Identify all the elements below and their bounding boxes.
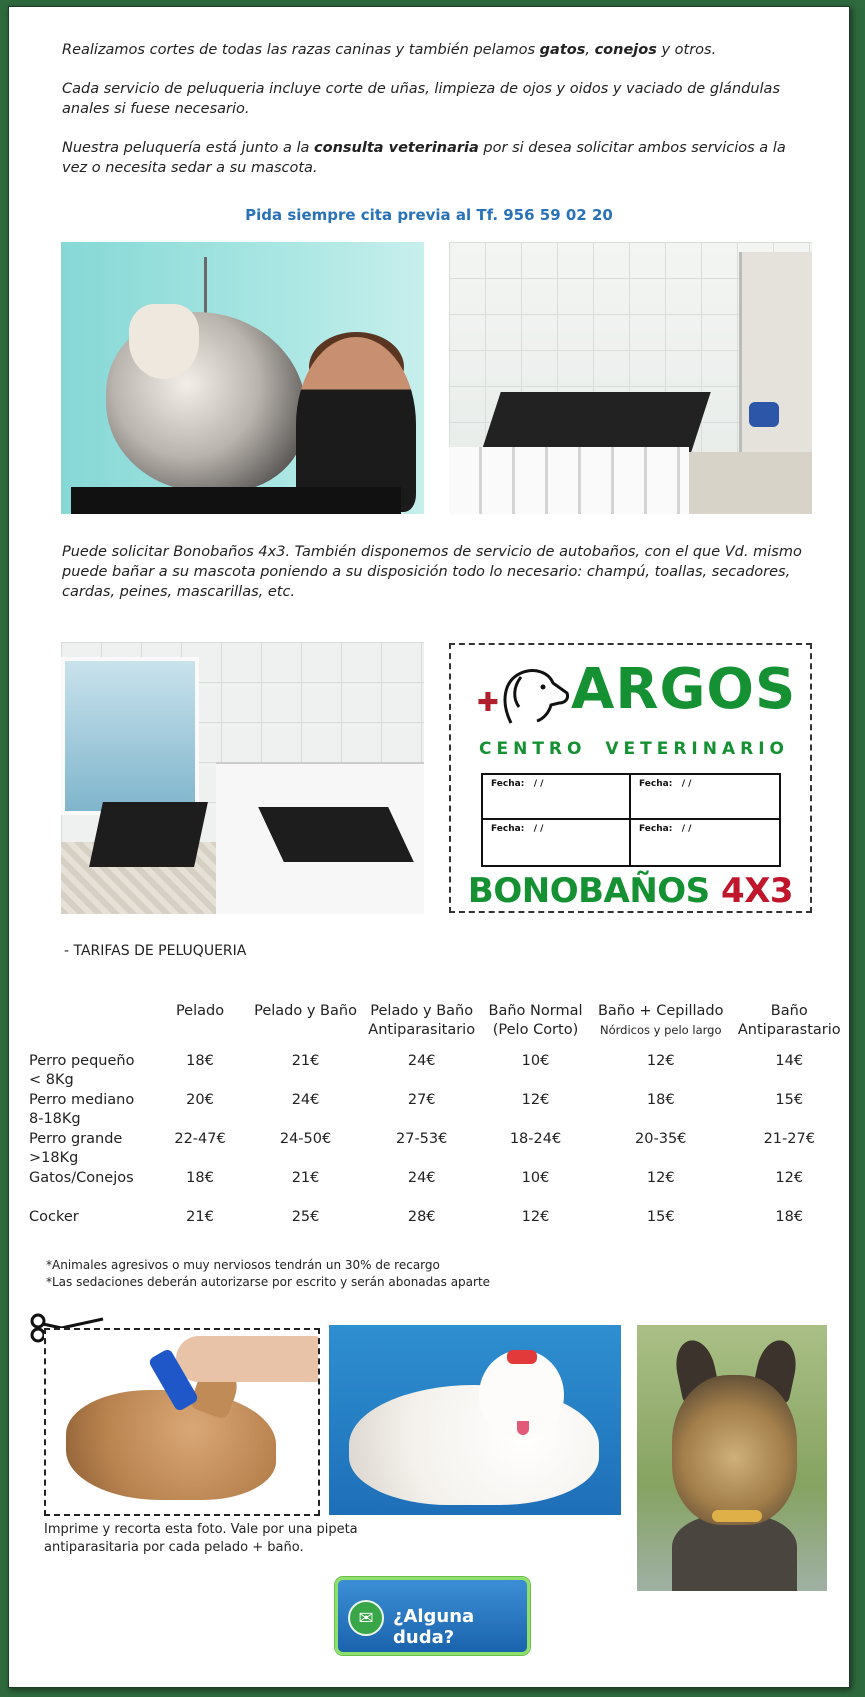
intro-text: por si desea solicitar ambos servicios a la vez o necesita sedar a su mascota. bbox=[62, 140, 786, 176]
price-cell: 12€ bbox=[646, 1053, 675, 1069]
page-container bbox=[8, 6, 850, 1688]
mail-icon: ✉ bbox=[348, 1600, 384, 1636]
price-cell: 28€ bbox=[407, 1209, 436, 1225]
price-cell: 18€ bbox=[775, 1209, 804, 1225]
row-label: Perro pequeño < 8Kg bbox=[29, 1053, 135, 1088]
price-cell: 12€ bbox=[521, 1209, 550, 1225]
note-line: *Las sedaciones deberán autorizarse por escrito y serán abonadas aparte bbox=[46, 1275, 491, 1289]
price-table bbox=[29, 1002, 849, 1247]
intro-emphasis-gatos: gatos bbox=[539, 42, 586, 58]
price-row bbox=[29, 1052, 849, 1091]
price-cell: 14€ bbox=[775, 1053, 804, 1069]
price-cell: 24€ bbox=[407, 1170, 436, 1186]
column-header: Pelado y Baño Antiparasitario bbox=[368, 1003, 476, 1038]
price-cell: 21€ bbox=[291, 1053, 320, 1069]
price-cell: 12€ bbox=[646, 1170, 675, 1186]
price-cell: 12€ bbox=[521, 1092, 550, 1108]
price-cell: 27-53€ bbox=[396, 1131, 448, 1147]
price-cell: 21-27€ bbox=[763, 1131, 815, 1147]
row-label: Cocker bbox=[29, 1209, 79, 1225]
appointment-phone-notice: Pida siempre cita previa al Tf. 956 59 02 20 bbox=[245, 206, 613, 224]
fecha-value: / / bbox=[681, 824, 692, 834]
pipette-coupon-photo bbox=[44, 1328, 320, 1516]
column-header: Baño + Cepillado Nórdicos y pelo largo bbox=[597, 1003, 724, 1037]
coupon-caption: Imprime y recorta esta foto. Vale por una pipeta antiparasitaria por cada pelado + baño. bbox=[44, 1522, 358, 1555]
price-cell: 24€ bbox=[407, 1053, 436, 1069]
maltese-dog-photo bbox=[329, 1325, 621, 1515]
price-cell: 18€ bbox=[646, 1092, 675, 1108]
note-line: *Animales agresivos o muy nerviosos tendrán un 30% de recargo bbox=[46, 1258, 440, 1272]
date-cell bbox=[483, 775, 631, 820]
intro-text: Nuestra peluquería está junto a la bbox=[62, 140, 315, 156]
brand-name: ARGOS bbox=[571, 657, 797, 722]
bonos-paragraph: Puede solicitar Bonobaños 4x3. También disponemos de servicio de autobaños, con el que Vd. mismo puede bañar a su mascota poniendo a su disposición todo lo necesario: champú, toallas, secadores, cardas, peines, mascarillas, etc. bbox=[62, 544, 802, 600]
row-label: Gatos/Conejos bbox=[29, 1170, 134, 1186]
fecha-label: Fecha: bbox=[491, 779, 525, 789]
header-empty bbox=[29, 1002, 153, 1052]
price-cell: 21€ bbox=[291, 1170, 320, 1186]
intro-emphasis-conejos: conejos bbox=[594, 42, 657, 58]
self-wash-room-photo bbox=[61, 642, 424, 914]
bonobanos-card bbox=[449, 643, 812, 913]
intro-text: y otros. bbox=[656, 42, 717, 58]
intro-paragraph-3 bbox=[62, 138, 812, 178]
price-cell: 24€ bbox=[291, 1092, 320, 1108]
price-row bbox=[29, 1091, 849, 1130]
column-header: Baño Normal (Pelo Corto) bbox=[488, 1003, 583, 1038]
help-button-label: ¿Alguna duda? bbox=[393, 1606, 475, 1648]
price-cell: 27€ bbox=[407, 1092, 436, 1108]
price-row bbox=[29, 1208, 849, 1247]
intro-text: Realizamos cortes de todas las razas caninas y también pelamos bbox=[62, 42, 540, 58]
fecha-value: / / bbox=[533, 824, 544, 834]
brand-subtitle: CENTRO VETERINARIO bbox=[479, 739, 789, 759]
tarifas-heading: - TARIFAS DE PELUQUERIA bbox=[64, 943, 247, 959]
bono-accent: 4X3 bbox=[721, 871, 794, 911]
row-label: Perro mediano 8-18Kg bbox=[29, 1092, 135, 1127]
grooming-room-photo bbox=[449, 242, 812, 514]
price-table-header bbox=[29, 1002, 849, 1052]
price-cell: 18-24€ bbox=[509, 1131, 562, 1147]
column-header: Pelado bbox=[175, 1003, 225, 1019]
price-cell: 20-35€ bbox=[635, 1131, 687, 1147]
intro-text: , bbox=[585, 42, 595, 58]
price-cell: 18€ bbox=[186, 1053, 214, 1069]
price-notes bbox=[46, 1257, 490, 1291]
price-cell: 10€ bbox=[521, 1170, 550, 1186]
price-cell: 15€ bbox=[646, 1209, 675, 1225]
fecha-label: Fecha: bbox=[491, 824, 525, 834]
price-cell: 20€ bbox=[186, 1092, 214, 1108]
price-cell: 15€ bbox=[775, 1092, 804, 1108]
fecha-label: Fecha: bbox=[639, 779, 673, 789]
row-label: Perro grande >18Kg bbox=[29, 1131, 123, 1166]
fecha-value: / / bbox=[681, 779, 692, 789]
price-cell: 12€ bbox=[775, 1170, 804, 1186]
date-cell bbox=[483, 820, 631, 865]
date-cell bbox=[631, 775, 779, 820]
groomer-with-collie-photo bbox=[61, 242, 424, 514]
date-cell bbox=[631, 820, 779, 865]
price-cell: 21€ bbox=[186, 1209, 214, 1225]
price-cell: 10€ bbox=[521, 1053, 550, 1069]
price-row bbox=[29, 1130, 849, 1169]
bonobanos-title bbox=[451, 871, 810, 911]
intro-emphasis-consulta: consulta veterinaria bbox=[314, 140, 479, 156]
price-row bbox=[29, 1169, 849, 1208]
red-cross-icon: ✚ bbox=[477, 688, 499, 718]
price-cell: 22-47€ bbox=[174, 1131, 226, 1147]
fecha-label: Fecha: bbox=[639, 824, 673, 834]
bono-main: BONOBAÑOS bbox=[467, 871, 710, 911]
help-contact-button[interactable] bbox=[335, 1577, 530, 1655]
price-cell: 18€ bbox=[186, 1170, 214, 1186]
column-header: Baño Antiparastario bbox=[737, 1003, 841, 1038]
date-grid bbox=[481, 773, 781, 867]
yorkie-dog-photo bbox=[637, 1325, 827, 1591]
column-header: Pelado y Baño bbox=[254, 1003, 357, 1019]
intro-paragraph-2: Cada servicio de peluqueria incluye corte de uñas, limpieza de ojos y oidos y vaciado de glándulas anales si fuese necesario. bbox=[62, 81, 780, 117]
price-cell: 25€ bbox=[291, 1209, 320, 1225]
intro-paragraph-1 bbox=[62, 40, 812, 60]
price-cell: 24-50€ bbox=[279, 1131, 332, 1147]
dog-head-logo-icon bbox=[491, 663, 571, 733]
fecha-value: / / bbox=[533, 779, 544, 789]
